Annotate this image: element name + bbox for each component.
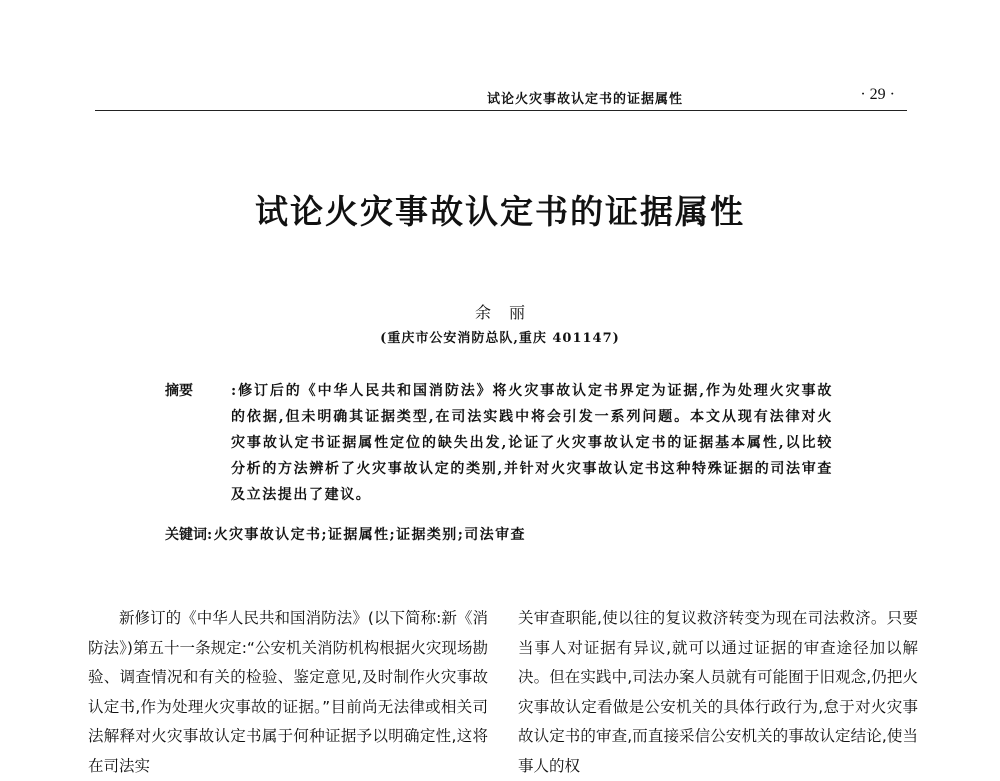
running-head xyxy=(95,84,907,111)
body-left-paragraph: 新修订的《中华人民共和国消防法》(以下简称:新《消防法》)第五十一条规定:“公安机关消防机构根据火灾现场勘验、调查情况和有关的检验、鉴定意见,及时制作火灾事故认定书,作为处理火灾事故的证据。”目前尚无法律或相关司法解释对火灾事故认定书属于何种证据予以明确定性,这将在司法实 xyxy=(88,609,488,775)
keywords-text: :火灾事故认定书;证据属性;证据类别;司法审查 xyxy=(207,527,526,543)
page-number: · 29 · xyxy=(860,86,895,103)
author-affiliation: (重庆市公安消防总队,重庆 401147) xyxy=(380,331,620,346)
running-title: 试论火灾事故认定书的证据属性 xyxy=(487,92,684,107)
body-right-paragraph: 关审查职能,使以往的复议救济转变为现在司法救济。只要当事人对证据有异议,就可以通过证据的审查途径加以解决。但在实践中,司法办案人员就有可能囿于旧观念,仍把火灾事故认定看做是公安机关的具体行政行为,怠于对火灾事故认定书的审查,而直接采信公安机关的事故认定结论,使当事人的权 xyxy=(518,609,918,775)
article-title: 试论火灾事故认定书的证据属性 xyxy=(255,192,745,231)
body-left-column xyxy=(88,604,488,781)
body-right-column xyxy=(518,604,918,781)
abstract-text: :修订后的《中华人民共和国消防法》将火灾事故认定书界定为证据,作为处理火灾事故的依据,但未明确其证据类型,在司法实践中将会引发一系列问题。本文从现有法律对火灾事故认定书证据属性定位的缺失出发,论证了火灾事故认定书的证据基本属性,以比较分析的方法辨析了火灾事故认定的类别,并针对火灾事故认定书这种特殊证据的司法审查及立法提出了建议。 xyxy=(231,383,833,503)
author-name: 余丽 xyxy=(474,303,543,322)
keywords-label: 关键词 xyxy=(165,527,207,543)
keywords xyxy=(165,522,833,548)
abstract xyxy=(165,378,833,508)
abstract-label: 摘要 xyxy=(165,383,193,399)
